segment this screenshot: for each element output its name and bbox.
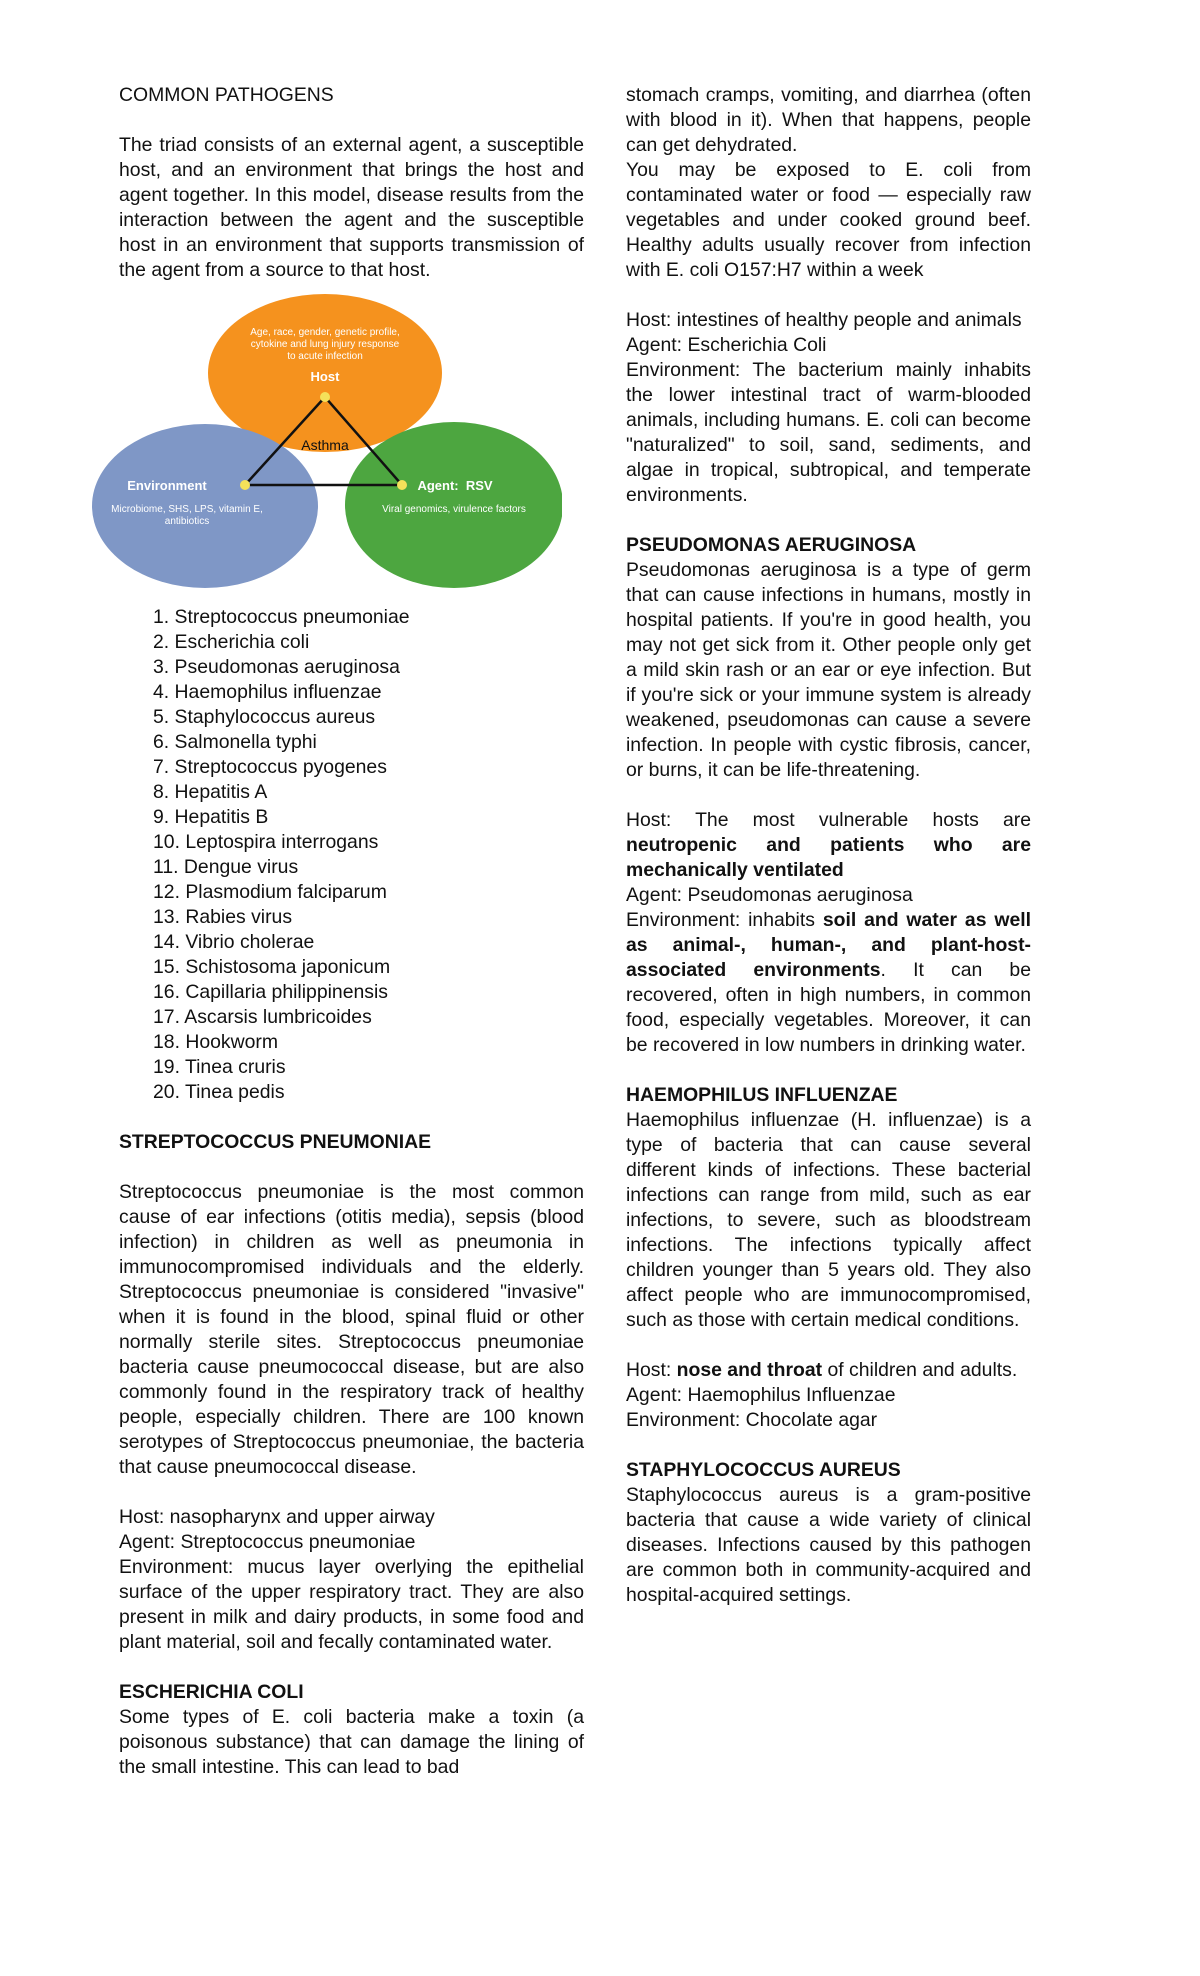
list-item: 10. Leptospira interrogans: [153, 831, 379, 853]
haemophilus-environment: Environment: Chocolate agar: [626, 1409, 878, 1431]
list-item: 1. Streptococcus pneumoniae: [153, 606, 410, 628]
left-column: [111, 83, 584, 1780]
list-item: 3. Pseudomonas aeruginosa: [153, 656, 400, 678]
list-item: 9. Hepatitis B: [153, 806, 269, 828]
pseudomonas-agent: Agent: Pseudomonas aeruginosa: [626, 884, 913, 906]
host-desc-line-2: cytokine and lung injury response: [250, 339, 400, 350]
haemophilus-heading: HAEMOPHILUS INFLUENZAE: [626, 1084, 898, 1106]
pseudomonas-environment: Environment: inhabits soil and water as well as animal-, human-, and plant-host-associated environments. It can be recovered, often in high numbers, in common food, especially vegetables. Moreover, it can be recovered in low numbers in drinking water.: [626, 909, 1031, 1056]
host-label: Host: [310, 369, 340, 384]
pseudomonas-paragraph: Pseudomonas aeruginosa is a type of germ that can cause infections in humans, mostly in hospital patients. If you're in good health, you may not get sick from it. Other people only get a mild skin rash or an ear or eye infection. But if you're sick or your immune system is already weakened, pseudomonas can cause a severe infection. In people with cystic fibrosis, cancer, or burns, it can be life-threatening.: [626, 559, 1031, 781]
environment-node: [240, 480, 250, 490]
page-title: COMMON PATHOGENS: [119, 84, 334, 106]
ecoli-heading: ESCHERICHIA COLI: [119, 1681, 304, 1703]
list-item: 13. Rabies virus: [153, 906, 293, 928]
list-item: 20. Tinea pedis: [153, 1081, 285, 1103]
list-item: 19. Tinea cruris: [153, 1056, 286, 1078]
pseudomonas-heading: PSEUDOMONAS AERUGINOSA: [626, 534, 917, 556]
pathogen-list: [119, 605, 584, 1105]
ecoli-host: Host: intestines of healthy people and animals: [626, 309, 1022, 331]
host-node: [320, 392, 330, 402]
intro-paragraph: The triad consists of an external agent, a susceptible host, and an environment that brings the host and agent together. In this model, disease results from the interaction between the agent and the susceptible host in an environment that supports transmission of the agent from a source to that host.: [119, 134, 584, 281]
agent-desc: Viral genomics, virulence factors: [382, 504, 526, 515]
epidemiologic-triad-diagram: [82, 293, 562, 593]
agent-node: [397, 480, 407, 490]
staph-paragraph: Staphylococcus aureus is a gram-positive bacteria that cause a wide variety of clinical diseases. Infections caused by this pathogen are common both in community-acquired and hospital-acquired settings.: [626, 1484, 1031, 1606]
list-item: 12. Plasmodium falciparum: [153, 881, 387, 903]
ecoli-paragraph-continued: stomach cramps, vomiting, and diarrhea (often with blood in it). When that happens, people can get dehydrated.: [626, 84, 1031, 156]
strep-agent: Agent: Streptococcus pneumoniae: [119, 1531, 416, 1553]
list-item: 16. Capillaria philippinensis: [153, 981, 388, 1003]
environment-desc-line-2: antibiotics: [164, 516, 210, 527]
list-item: 6. Salmonella typhi: [153, 731, 317, 753]
list-item: 7. Streptococcus pyogenes: [153, 756, 387, 778]
ecoli-environment: Environment: The bacterium mainly inhabits the lower intestinal tract of warm-blooded animals, including humans. E. coli can become "naturalized" to soil, sand, sediments, and algae in tropical, subtropical, and temperate environments.: [626, 359, 1031, 506]
list-item: 18. Hookworm: [153, 1031, 279, 1053]
environment-desc-line-1: Microbiome, SHS, LPS, vitamin E,: [111, 504, 263, 515]
ecoli-paragraph-start: Some types of E. coli bacteria make a toxin (a poisonous substance) that can damage the lining of the small intestine. This can lead to bad: [119, 1706, 584, 1778]
host-desc-line-1: Age, race, gender, genetic profile,: [250, 327, 400, 338]
haemophilus-agent: Agent: Haemophilus Influenzae: [626, 1384, 896, 1406]
right-column: [626, 83, 1031, 1608]
environment-label: Environment: [127, 478, 207, 493]
ecoli-exposure-paragraph: You may be exposed to E. coli from contaminated water or food — especially raw vegetables and under cooked ground beef. Healthy adults usually recover from infection with E. coli O157:H7 within a week: [626, 159, 1031, 281]
pseudomonas-host: Host: The most vulnerable hosts are neutropenic and patients who are mechanically ventilated: [626, 809, 1031, 881]
haemophilus-paragraph: Haemophilus influenzae (H. influenzae) is a type of bacteria that can cause several different kinds of infections. These bacterial infections can range from mild, such as ear infections, to severe, such as bloodstream infections. The infections typically affect children younger than 5 years old. They also affect people who are immunocompromised, such as those with certain medical conditions.: [626, 1109, 1031, 1331]
list-item: 4. Haemophilus influenzae: [153, 681, 382, 703]
host-desc-line-3: to acute infection: [287, 351, 363, 362]
strep-host: Host: nasopharynx and upper airway: [119, 1506, 435, 1528]
strep-paragraph: Streptococcus pneumoniae is the most common cause of ear infections (otitis media), sepsis (blood infection) in children as well as pneumonia in immunocompromised individuals and the elderly. Streptococcus pneumoniae is considered "invasive" when it is found in the blood, spinal fluid or other normally sterile sites. Streptococcus pneumoniae bacteria cause pneumococcal disease, but are also commonly found in the respiratory track of healthy people, especially children. There are 100 known serotypes of Streptococcus pneumoniae, the bacteria that cause pneumococcal disease.: [119, 1181, 584, 1478]
list-item: 11. Dengue virus: [153, 856, 299, 878]
staph-heading: STAPHYLOCOCCUS AUREUS: [626, 1459, 901, 1481]
haemophilus-host: Host: nose and throat of children and adults.: [626, 1359, 1018, 1381]
agent-label: Agent: RSV: [417, 478, 493, 493]
list-item: 15. Schistosoma japonicum: [153, 956, 391, 978]
center-label: Asthma: [301, 437, 349, 453]
strep-environment: Environment: mucus layer overlying the epithelial surface of the upper respiratory tract. They are also present in milk and dairy products, in some food and plant material, soil and fecally contaminated water.: [119, 1556, 584, 1653]
strep-heading: STREPTOCOCCUS PNEUMONIAE: [119, 1131, 432, 1153]
ecoli-agent: Agent: Escherichia Coli: [626, 334, 827, 356]
list-item: 5. Staphylococcus aureus: [153, 706, 376, 728]
list-item: 14. Vibrio cholerae: [153, 931, 315, 953]
list-item: 17. Ascarsis lumbricoides: [153, 1006, 372, 1028]
list-item: 8. Hepatitis A: [153, 781, 268, 803]
list-item: 2. Escherichia coli: [153, 631, 310, 653]
